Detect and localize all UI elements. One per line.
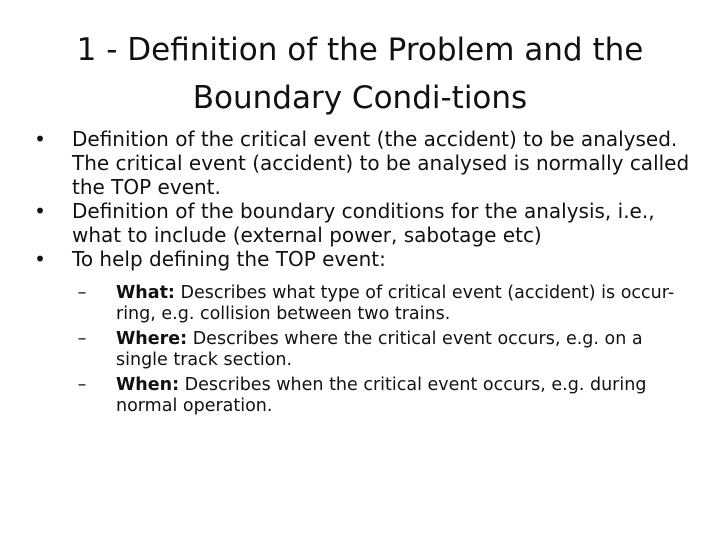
sub-bullet-marker: – xyxy=(77,283,87,303)
sub-bullet-text: Describes when the critical event occurs, e.g. during normal operation. xyxy=(116,375,647,416)
sub-bullet-item xyxy=(72,329,690,371)
bullet-item xyxy=(30,127,690,199)
bullet-list xyxy=(30,127,690,417)
slide-content xyxy=(30,127,690,421)
sub-bullet-text: Describes where the critical event occurs, e.g. on a single track section. xyxy=(116,329,643,370)
slide-title: 1 - Definition of the Problem and the Boundary Condi-tions xyxy=(76,32,644,116)
bullet-text: Definition of the critical event (the accident) to be analysed. The critical event (accident) to be analysed is normally called the TOP event. xyxy=(72,127,690,199)
bullet-item xyxy=(30,247,690,417)
bullet-item xyxy=(30,199,690,247)
sub-bullet-label: When: xyxy=(116,375,180,395)
sub-bullet-marker: – xyxy=(77,329,87,349)
bullet-marker: • xyxy=(34,199,46,223)
sub-bullet-marker: – xyxy=(77,375,87,395)
sub-bullet-list xyxy=(72,283,690,417)
sub-bullet-text: Describes what type of critical event (accident) is occur-ring, e.g. collision between two trains. xyxy=(116,283,675,324)
sub-bullet-item xyxy=(72,375,690,417)
sub-bullet-label: Where: xyxy=(116,329,188,349)
bullet-marker: • xyxy=(34,127,46,151)
bullet-text: Definition of the boundary conditions for the analysis, i.e., what to include (external power, sabotage etc) xyxy=(72,199,655,247)
bullet-text: To help defining the TOP event: xyxy=(72,247,386,271)
bullet-marker: • xyxy=(34,247,46,271)
sub-bullet-item xyxy=(72,283,690,325)
sub-bullet-label: What: xyxy=(116,283,175,303)
